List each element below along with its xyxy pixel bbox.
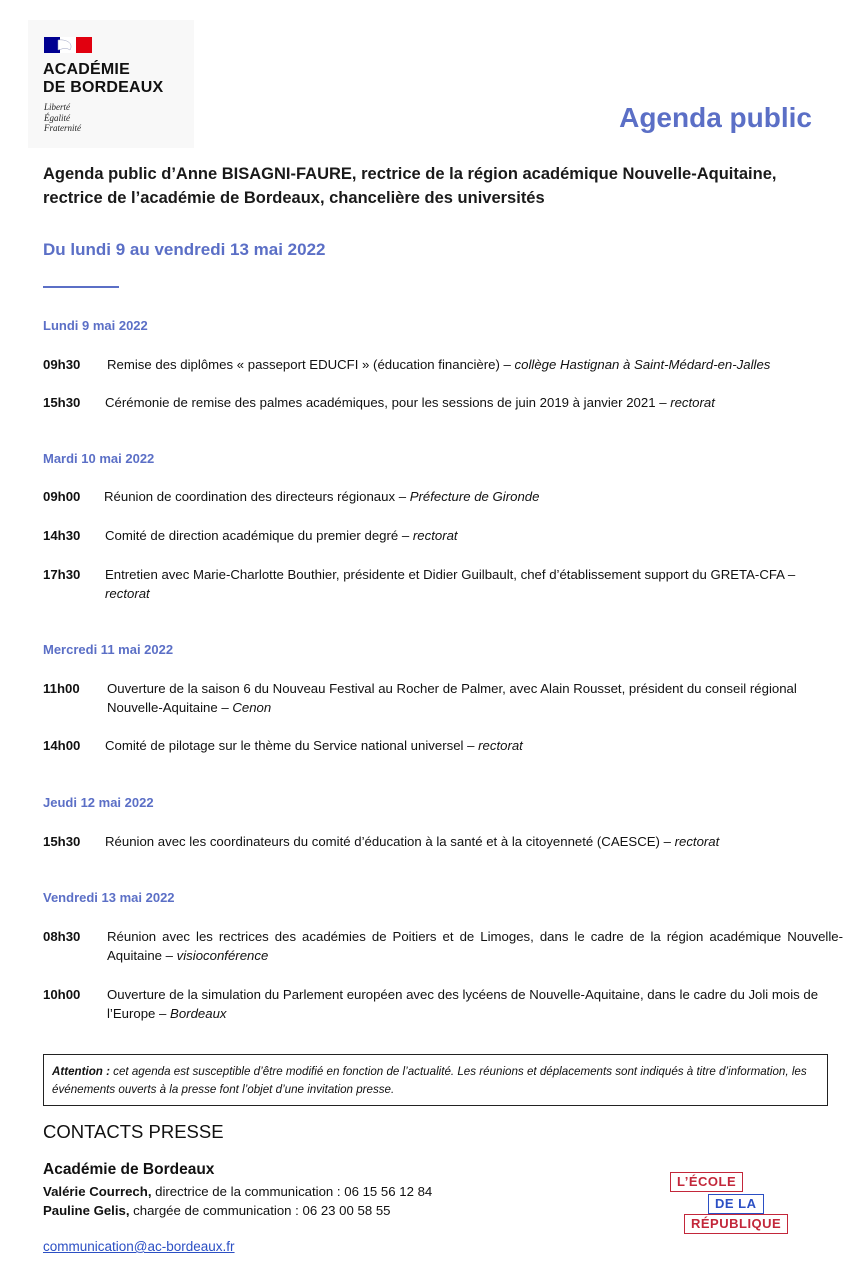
day-heading: Lundi 9 mai 2022 bbox=[43, 318, 148, 333]
event-place: rectorat bbox=[674, 834, 720, 849]
event-description: Réunion avec les coordinateurs du comité d’éducation à la santé et à la citoyenneté (CAESCE) – bbox=[105, 834, 675, 849]
disclaimer-box bbox=[43, 1054, 828, 1106]
day-heading: Vendredi 13 mai 2022 bbox=[43, 890, 175, 905]
motto-line: Liberté bbox=[44, 102, 70, 112]
contact-email-link[interactable]: communication@ac-bordeaux.fr bbox=[43, 1239, 235, 1254]
event-place: Préfecture de Gironde bbox=[409, 489, 540, 504]
motto-line: Fraternité bbox=[44, 123, 81, 133]
event-time: 15h30 bbox=[43, 395, 81, 410]
event-description: Cérémonie de remise des palmes académiques, pour les sessions de juin 2019 à janvier 2021 – bbox=[105, 395, 671, 410]
disclaimer-label: Attention : bbox=[52, 1065, 110, 1078]
contact-role: chargée de communication : 06 23 00 58 55 bbox=[129, 1203, 391, 1218]
event-place: rectorat bbox=[478, 738, 523, 753]
divider bbox=[43, 286, 119, 288]
event-place: collège Hastignan à Saint-Médard-en-Jalles bbox=[514, 357, 771, 372]
event-place: rectorat bbox=[670, 395, 715, 410]
event-time: 09h30 bbox=[43, 357, 81, 372]
academie-logo bbox=[28, 20, 194, 148]
event-description: Ouverture de la simulation du Parlement européen avec des lycéens de Nouvelle-Aquitaine, dans le cadre du Joli mois de l’Europe – bbox=[107, 987, 819, 1021]
ecole-logo-line: RÉPUBLIQUE bbox=[684, 1214, 788, 1234]
ecole-logo-line: L’ÉCOLE bbox=[670, 1172, 743, 1192]
marianne-flag-icon bbox=[44, 37, 92, 53]
event-time: 17h30 bbox=[43, 567, 81, 582]
event-time: 14h30 bbox=[43, 528, 81, 543]
event-description: Ouverture de la saison 6 du Nouveau Festival au Rocher de Palmer, avec Alain Rousset, président du conseil régional Nouvelle-Aquitaine – bbox=[107, 681, 797, 715]
intro-text: Agenda public d’Anne BISAGNI-FAURE, rectrice de la région académique Nouvelle-Aquitaine, rectrice de l’académie de Bordeaux, chancelière des universités bbox=[43, 165, 777, 207]
motto bbox=[44, 102, 81, 134]
event-description: Comité de direction académique du premier degré – bbox=[105, 528, 413, 543]
disclaimer-text: cet agenda est susceptible d’être modifié en fonction de l’actualité. Les réunions et déplacements sont indiqués à titre d’information, les événements ouverts à la presse font l’objet d’une invitation presse. bbox=[52, 1065, 807, 1096]
event-time: 08h30 bbox=[43, 929, 81, 944]
event-time: 11h00 bbox=[43, 681, 80, 696]
event-time: 09h00 bbox=[43, 489, 81, 504]
day-heading: Mercredi 11 mai 2022 bbox=[43, 642, 174, 657]
event-description: Entretien avec Marie-Charlotte Bouthier, présidente et Didier Guilbault, chef d’établissement support du GRETA-CFA – bbox=[105, 567, 796, 582]
contacts-org: Académie de Bordeaux bbox=[43, 1161, 215, 1178]
contact-role: directrice de la communication : 06 15 56 12 84 bbox=[151, 1184, 433, 1199]
ecole-logo-line: DE LA bbox=[708, 1194, 764, 1214]
contacts-title: CONTACTS PRESSE bbox=[43, 1121, 224, 1142]
event-place: visioconférence bbox=[176, 948, 269, 963]
contact-name: Pauline Gelis, bbox=[43, 1203, 130, 1218]
org-name-line2: DE BORDEAUX bbox=[43, 79, 164, 96]
day-heading: Jeudi 12 mai 2022 bbox=[43, 795, 154, 810]
event-place: rectorat bbox=[105, 586, 150, 601]
event-description: Réunion de coordination des directeurs régionaux – bbox=[104, 489, 410, 504]
ecole-republique-logo bbox=[668, 1168, 794, 1240]
day-heading: Mardi 10 mai 2022 bbox=[43, 451, 155, 466]
event-place: Cenon bbox=[232, 700, 272, 715]
contact-person bbox=[43, 1184, 432, 1199]
page-title: Agenda public bbox=[619, 102, 812, 133]
org-name bbox=[43, 61, 163, 97]
motto-line: Égalité bbox=[44, 112, 70, 123]
week-range: Du lundi 9 au vendredi 13 mai 2022 bbox=[43, 240, 326, 259]
event-time: 14h00 bbox=[43, 738, 81, 753]
event-place: Bordeaux bbox=[170, 1006, 227, 1021]
contact-name: Valérie Courrech, bbox=[43, 1184, 152, 1199]
event-place: rectorat bbox=[412, 528, 458, 543]
event-description: Remise des diplômes « passeport EDUCFI » (éducation financière) – bbox=[107, 357, 515, 372]
event-description: Comité de pilotage sur le thème du Service national universel – bbox=[105, 738, 479, 753]
event-time: 15h30 bbox=[43, 834, 81, 849]
contact-person bbox=[43, 1203, 391, 1218]
event-time: 10h00 bbox=[43, 987, 81, 1002]
event-description: Réunion avec les rectrices des académies de Poitiers et de Limoges, dans le cadre de la région académique Nouvelle-Aquitaine – bbox=[107, 929, 843, 963]
org-name-line1: ACADÉMIE bbox=[43, 61, 130, 78]
